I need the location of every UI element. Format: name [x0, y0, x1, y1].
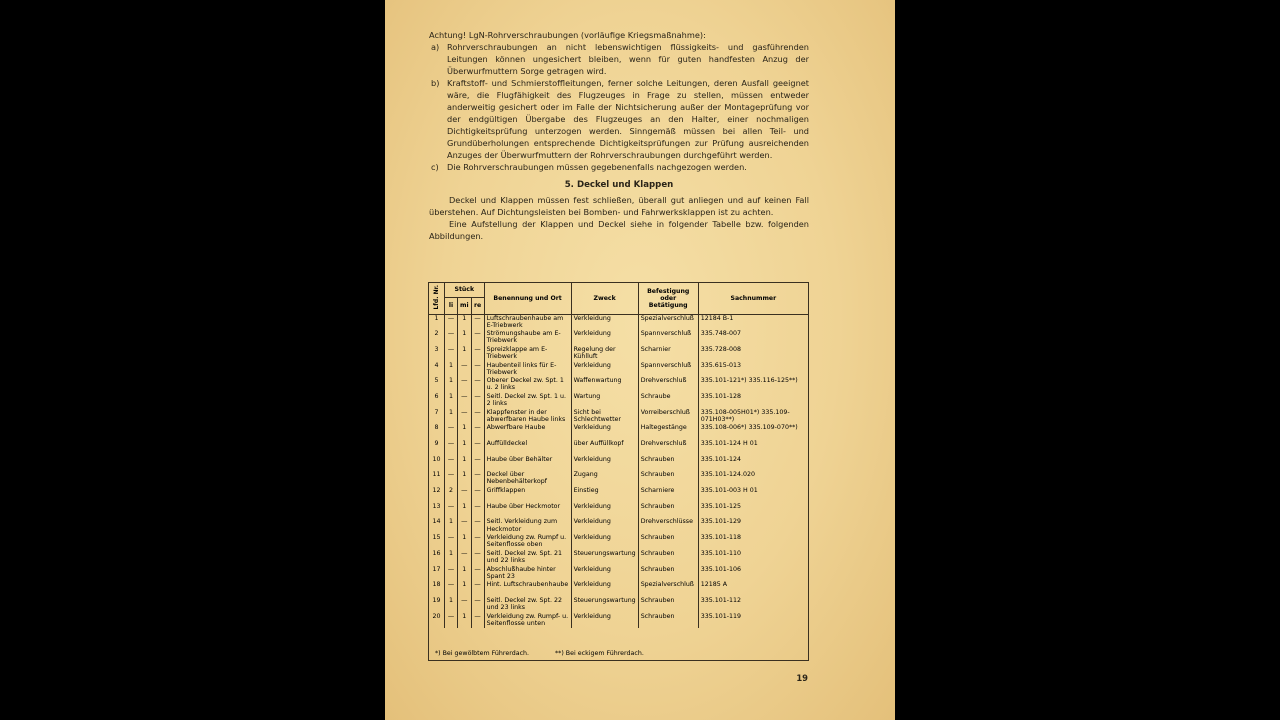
cell-zweck: Zugang: [571, 471, 638, 487]
cell-befestigung: Schrauben: [638, 534, 698, 550]
cell-zweck: Verkleidung: [571, 566, 638, 582]
list-text: Kraftstoff- und Schmierstoffleitungen, ferner solche Leitungen, deren Ausfall geeignet wäre, die Flugfähigkeit des Flugzeuges in Frage zu stellen, müssen entweder anderweitig gesichert oder im Falle der Nichtsicherung außer der Montageprüfung vor der endgültigen Übergabe des Flugzeuges an den Halter, einer nochmaligen Dichtigkeitsprüfung unterzogen werden. Sinngemäß müssen bei allen Teil- und Grundüberholungen entsprechende Dichtigkeitsprüfungen zur Prüfung ausreichenden Anzuges der Überwurfmuttern der Rohrverschraubungen durchgeführt werden.: [447, 78, 809, 160]
cell-re: —: [471, 315, 484, 331]
cell-re: —: [471, 613, 484, 629]
list-label: b): [431, 78, 440, 88]
cell-sachnummer: 335.101-003 H 01: [698, 487, 808, 503]
cell-li: 1: [445, 518, 458, 534]
cell-mi: —: [458, 362, 472, 378]
cell-mi: —: [458, 377, 472, 393]
cell-sachnummer: 335.101-112: [698, 597, 808, 613]
table-row: [429, 487, 808, 503]
cell-befestigung: Schrauben: [638, 597, 698, 613]
cell-mi: 1: [458, 534, 472, 550]
table-body: [429, 314, 808, 628]
cell-li: —: [445, 315, 458, 331]
cell-li: —: [445, 456, 458, 472]
cell-benennung: Verkleidung zw. Rumpf- u. Seitenflosse unten: [484, 613, 571, 629]
section-paragraph: Deckel und Klappen müssen fest schließen, überall gut anliegen und auf keinen Fall überstehen. Auf Dichtungsleisten bei Bomben- und Fahrwerksklappen ist zu achten.: [429, 195, 809, 217]
cell-zweck: Steuerungswartung: [571, 597, 638, 613]
header-befestigung: Befestigung oder Betätigung: [638, 283, 698, 314]
cell-befestigung: Spezialverschluß: [638, 581, 698, 597]
cell-sachnummer: 335.101-110: [698, 550, 808, 566]
cell-nr: 9: [434, 440, 439, 447]
header-sachnummer: Sachnummer: [698, 283, 808, 314]
cell-li: 1: [445, 393, 458, 409]
cell-zweck: Verkleidung: [571, 613, 638, 629]
header-benennung: Benennung und Ort: [484, 283, 571, 314]
cell-benennung: Seitl. Verkleidung zum Heckmotor: [484, 518, 571, 534]
cell-nr: 19: [432, 596, 441, 604]
header-nr: Lfd. Nr.: [429, 283, 445, 314]
cell-benennung: Abwerfbare Haube: [484, 424, 571, 440]
cell-benennung: Spreizklappe am E-Triebwerk: [484, 346, 571, 362]
cell-benennung: Verkleidung zw. Rumpf u. Seitenflosse oben: [484, 534, 571, 550]
cell-re: —: [471, 487, 484, 503]
header-re: re: [471, 297, 484, 314]
table-row: [429, 424, 808, 440]
cell-zweck: Wartung: [571, 393, 638, 409]
header-mi: mi: [458, 297, 472, 314]
table-row: [429, 581, 808, 597]
cell-mi: 1: [458, 456, 472, 472]
cell-nr: 8: [434, 424, 439, 432]
cell-zweck: Verkleidung: [571, 503, 638, 519]
cell-li: 2: [445, 487, 458, 503]
text-block: [429, 29, 809, 242]
cell-mi: 1: [458, 471, 472, 487]
cell-re: —: [471, 377, 484, 393]
cell-benennung: Klappfenster in der abwerfbaren Haube links: [484, 409, 571, 425]
cell-re: —: [471, 503, 484, 519]
section-paragraph: Eine Aufstellung der Klappen und Deckel siehe in folgender Tabelle bzw. folgenden Abbildungen.: [429, 219, 809, 241]
cell-zweck: Sicht bei Schlechtwetter: [571, 409, 638, 425]
cell-li: —: [445, 424, 458, 440]
cell-zweck: Verkleidung: [571, 456, 638, 472]
intro-title: Achtung! LgN-Rohrverschraubungen (vorläufige Kriegsmaßnahme):: [429, 30, 706, 40]
cell-sachnummer: 335.101-124: [698, 456, 808, 472]
table-footnotes: [435, 650, 644, 657]
table-row: [429, 534, 808, 550]
cell-re: —: [471, 566, 484, 582]
cell-nr: 3: [434, 345, 439, 353]
cell-mi: —: [458, 550, 472, 566]
cell-re: —: [471, 550, 484, 566]
cell-benennung: Seitl. Deckel zw. Spt. 1 u. 2 links: [484, 393, 571, 409]
cell-benennung: Strömungshaube am E-Triebwerk: [484, 330, 571, 346]
cell-re: —: [471, 471, 484, 487]
cell-benennung: Luftschraubenhaube am E-Triebwerk: [484, 315, 571, 331]
table-row: [429, 315, 808, 331]
cell-li: —: [445, 613, 458, 629]
cell-sachnummer: 335.101-124.020: [698, 471, 808, 487]
cell-benennung: Haubenteil links für E-Triebwerk: [484, 362, 571, 378]
cell-re: —: [471, 346, 484, 362]
cell-li: —: [445, 471, 458, 487]
cell-benennung: Oberer Deckel zw. Spt. 1 u. 2 links: [484, 377, 571, 393]
cell-sachnummer: 335.101-106: [698, 566, 808, 582]
table-row: [429, 503, 808, 519]
cell-sachnummer: 12184 B-1: [698, 315, 808, 331]
table-row: [429, 566, 808, 582]
cell-befestigung: Schrauben: [638, 566, 698, 582]
cell-mi: 1: [458, 424, 472, 440]
cell-nr: 14: [432, 518, 441, 526]
cell-mi: 1: [458, 346, 472, 362]
cell-benennung: Auffülldeckel: [484, 440, 571, 456]
cell-li: —: [445, 534, 458, 550]
list-label: c): [431, 162, 439, 172]
cell-benennung: Abschlußhaube hinter Spant 23: [484, 566, 571, 582]
cell-nr: 5: [434, 377, 439, 385]
cell-nr: 20: [432, 612, 441, 620]
cell-benennung: Deckel über Nebenbehälterkopf: [484, 471, 571, 487]
cell-sachnummer: 335.101-125: [698, 503, 808, 519]
cell-zweck: Regelung der Kühlluft: [571, 346, 638, 362]
cell-mi: 1: [458, 613, 472, 629]
cell-benennung: Seitl. Deckel zw. Spt. 21 und 22 links: [484, 550, 571, 566]
cell-benennung: Seitl. Deckel zw. Spt. 22 und 23 links: [484, 597, 571, 613]
cell-sachnummer: 335.748-007: [698, 330, 808, 346]
cell-re: —: [471, 424, 484, 440]
cell-li: —: [445, 566, 458, 582]
section-heading: 5. Deckel und Klappen: [564, 180, 674, 190]
cell-mi: 1: [458, 503, 472, 519]
cell-sachnummer: 12185 A: [698, 581, 808, 597]
cell-mi: 1: [458, 440, 472, 456]
cell-mi: —: [458, 393, 472, 409]
cell-li: —: [445, 330, 458, 346]
cell-sachnummer: 335.108-006*) 335.109-070**): [698, 424, 808, 440]
cell-zweck: Verkleidung: [571, 581, 638, 597]
cell-benennung: Hint. Luftschraubenhaube: [484, 581, 571, 597]
cell-befestigung: Drehverschluß: [638, 440, 698, 456]
cell-befestigung: Schrauben: [638, 613, 698, 629]
table-row: [429, 409, 808, 425]
cell-zweck: Verkleidung: [571, 315, 638, 331]
cell-nr: 16: [432, 549, 441, 557]
table-row: [429, 330, 808, 346]
cell-sachnummer: 335.615-013: [698, 362, 808, 378]
header-zweck: Zweck: [571, 283, 638, 314]
cell-re: —: [471, 581, 484, 597]
cell-mi: 1: [458, 330, 472, 346]
cell-zweck: Verkleidung: [571, 330, 638, 346]
cell-li: —: [445, 346, 458, 362]
cell-mi: 1: [458, 581, 472, 597]
cell-sachnummer: 335.108-005H01*) 335.109-071H03**): [698, 409, 808, 425]
cell-benennung: Haube über Heckmotor: [484, 503, 571, 519]
cell-nr: 4: [434, 361, 439, 369]
cell-sachnummer: 335.101-128: [698, 393, 808, 409]
cell-befestigung: Vorreiberschluß: [638, 409, 698, 425]
cell-sachnummer: 335.101-124 H 01: [698, 440, 808, 456]
cell-befestigung: Scharniere: [638, 487, 698, 503]
cell-sachnummer: 335.101-118: [698, 534, 808, 550]
cell-befestigung: Schrauben: [638, 550, 698, 566]
table-row: [429, 518, 808, 534]
cell-re: —: [471, 362, 484, 378]
cell-li: —: [445, 581, 458, 597]
cell-zweck: Waffenwartung: [571, 377, 638, 393]
cell-li: 1: [445, 362, 458, 378]
table-row: [429, 362, 808, 378]
list-item: [429, 41, 809, 77]
cell-benennung: Haube über Behälter: [484, 456, 571, 472]
cell-li: 1: [445, 409, 458, 425]
cell-re: —: [471, 440, 484, 456]
cell-nr: 15: [432, 534, 441, 542]
cell-li: 1: [445, 550, 458, 566]
cell-befestigung: Spezialverschluß: [638, 315, 698, 331]
cell-zweck: Verkleidung: [571, 424, 638, 440]
header-stueck: Stück: [445, 283, 485, 297]
list-text: Rohrverschraubungen an nicht lebenswichtigen flüssigkeits- und gasführenden Leitungen können ungesichert bleiben, wenn für guten handfesten Anzug der Überwurfmuttern Sorge getragen wird.: [447, 42, 809, 76]
table-row: [429, 597, 808, 613]
cell-sachnummer: 335.101-129: [698, 518, 808, 534]
cell-re: —: [471, 518, 484, 534]
cell-nr: 10: [432, 455, 441, 463]
table-row: [429, 346, 808, 362]
cell-zweck: Verkleidung: [571, 362, 638, 378]
cell-mi: 1: [458, 315, 472, 331]
cell-zweck: über Auffüllkopf: [571, 440, 638, 456]
parts-table: [428, 282, 809, 661]
cell-befestigung: Schrauben: [638, 503, 698, 519]
cell-re: —: [471, 393, 484, 409]
cell-befestigung: Schraube: [638, 393, 698, 409]
cell-nr: 2: [434, 330, 439, 338]
cell-mi: —: [458, 409, 472, 425]
cell-sachnummer: 335.101-119: [698, 613, 808, 629]
cell-befestigung: Schrauben: [638, 471, 698, 487]
cell-zweck: Verkleidung: [571, 518, 638, 534]
cell-nr: 12: [432, 487, 441, 495]
cell-li: 1: [445, 597, 458, 613]
cell-li: —: [445, 440, 458, 456]
cell-befestigung: Drehverschluß: [638, 377, 698, 393]
list-item: [429, 161, 809, 173]
cell-mi: —: [458, 518, 472, 534]
cell-nr: 11: [432, 471, 441, 479]
cell-re: —: [471, 597, 484, 613]
cell-sachnummer: 335.101-121*) 335.116-125**): [698, 377, 808, 393]
cell-mi: —: [458, 487, 472, 503]
table-row: [429, 471, 808, 487]
cell-befestigung: Spannverschluß: [638, 330, 698, 346]
cell-benennung: Griffklappen: [484, 487, 571, 503]
cell-befestigung: Haltegestänge: [638, 424, 698, 440]
cell-mi: 1: [458, 566, 472, 582]
header-li: li: [445, 297, 458, 314]
cell-nr: 7: [434, 408, 439, 416]
cell-nr: 1: [434, 314, 439, 322]
cell-nr: 17: [432, 565, 441, 573]
list-label: a): [431, 42, 440, 52]
list-item: [429, 77, 809, 161]
cell-re: —: [471, 456, 484, 472]
cell-zweck: Verkleidung: [571, 534, 638, 550]
cell-re: —: [471, 409, 484, 425]
cell-li: 1: [445, 377, 458, 393]
cell-re: —: [471, 534, 484, 550]
cell-befestigung: Spannverschluß: [638, 362, 698, 378]
cell-sachnummer: 335.728-008: [698, 346, 808, 362]
cell-zweck: Einstieg: [571, 487, 638, 503]
table-row: [429, 393, 808, 409]
page-number: 19: [796, 673, 808, 683]
cell-nr: 18: [432, 581, 441, 589]
cell-zweck: Steuerungswartung: [571, 550, 638, 566]
cell-befestigung: Schrauben: [638, 456, 698, 472]
cell-re: —: [471, 330, 484, 346]
cell-befestigung: Scharnier: [638, 346, 698, 362]
footnote: *) Bei gewölbtem Führerdach.: [435, 650, 530, 657]
table-row: [429, 613, 808, 629]
table-row: [429, 377, 808, 393]
table-row: [429, 456, 808, 472]
table-row: [429, 550, 808, 566]
list-text: Die Rohrverschraubungen müssen gegebenenfalls nachgezogen werden.: [447, 162, 747, 172]
parts-table-grid: [429, 283, 808, 628]
cell-nr: 6: [434, 392, 439, 400]
table-row: [429, 440, 808, 456]
cell-li: —: [445, 503, 458, 519]
cell-mi: —: [458, 597, 472, 613]
cell-nr: 13: [432, 502, 441, 510]
footnote: **) Bei eckigem Führerdach.: [555, 650, 644, 657]
cell-befestigung: Drehverschlüsse: [638, 518, 698, 534]
